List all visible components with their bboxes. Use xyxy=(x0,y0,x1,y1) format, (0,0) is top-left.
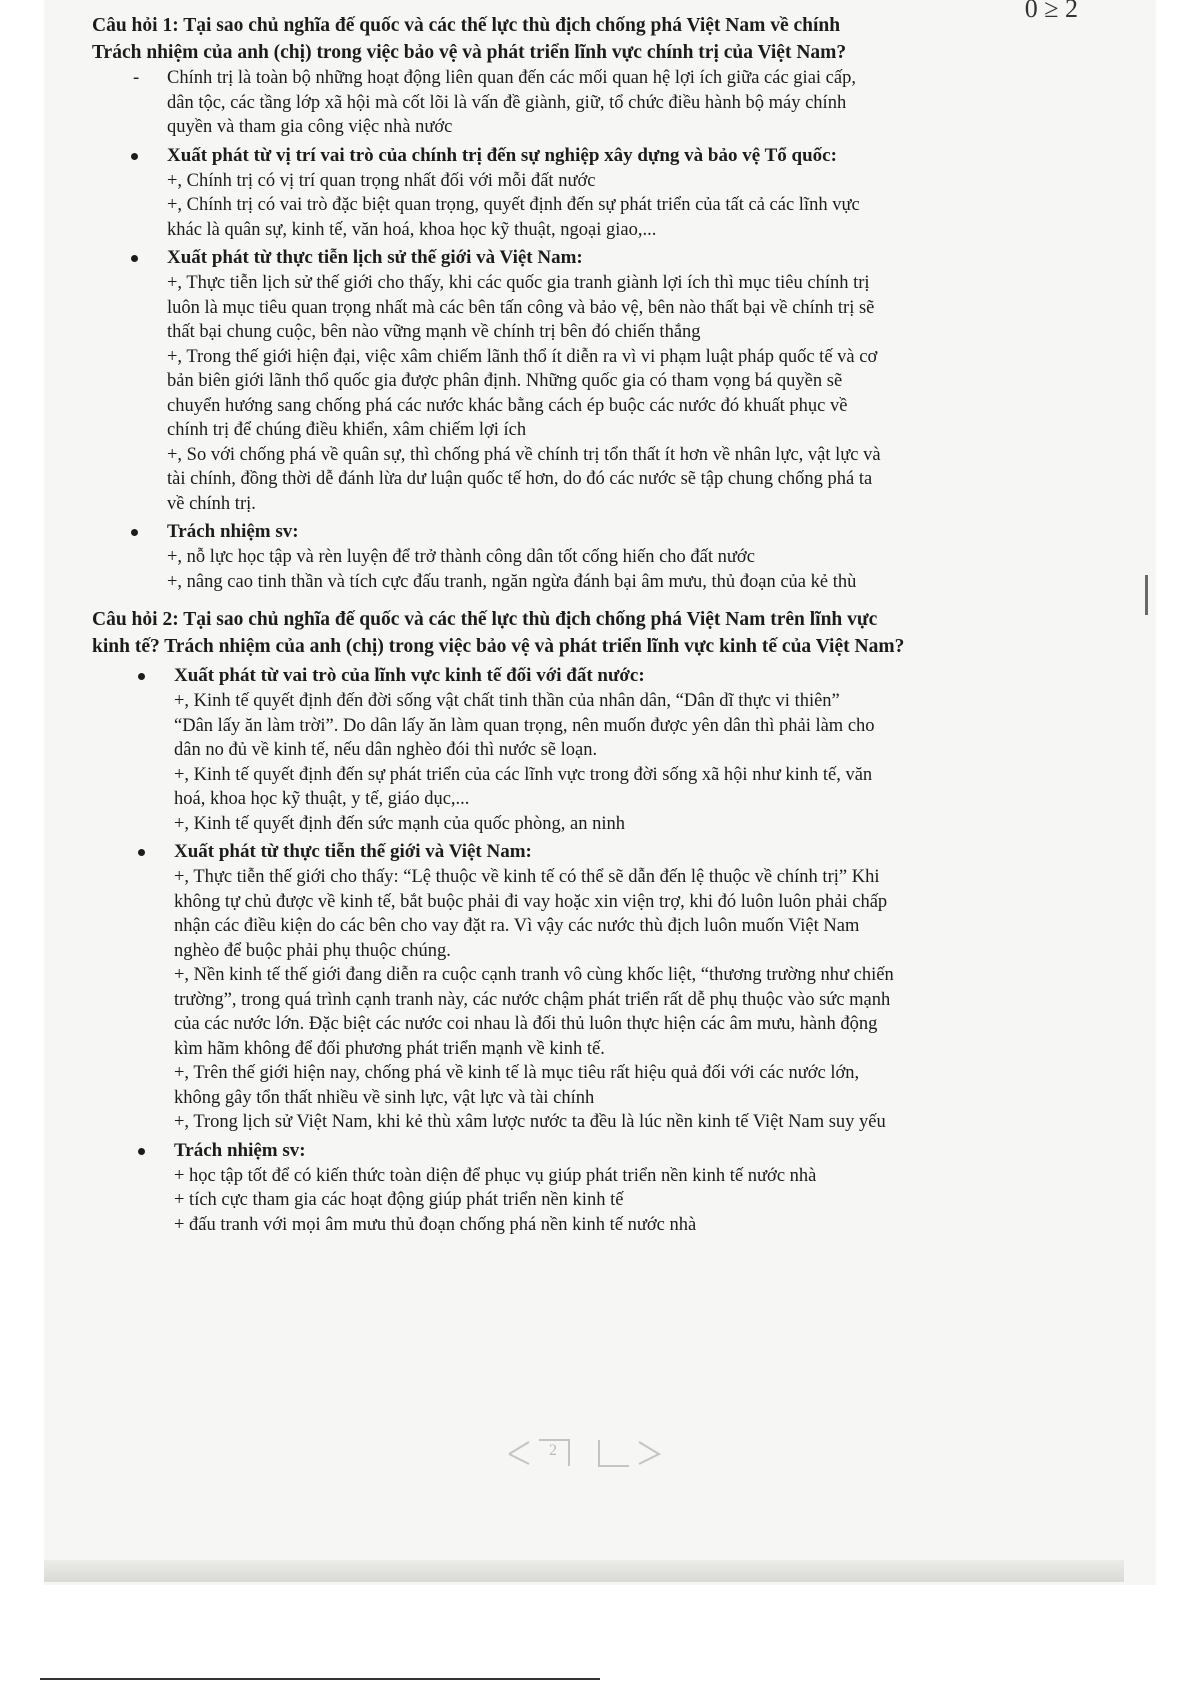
body-line: tài chính, đồng thời dễ đánh lừa dư luận quốc tế hơn, do đó các nước sẽ tập chung chống phá ta xyxy=(167,469,873,489)
body-line: +, Trong lịch sử Việt Nam, khi kẻ thù xâm lược nước ta đều là lúc nền kinh tế Việt Nam suy yếu xyxy=(174,1112,886,1132)
body-line: +, nỗ lực học tập và rèn luyện để trở thành công dân tốt cống hiến cho đất nước xyxy=(167,547,755,567)
body-line: bản biên giới lãnh thổ quốc gia được phân định. Những quốc gia có tham vọng bá quyền sẽ xyxy=(167,371,843,391)
body-line: chính trị để chúng điều khiển, xâm chiếm lợi ích xyxy=(167,420,527,440)
q1-bullet-role-heading xyxy=(167,142,1112,169)
scan-edge-mark xyxy=(1145,575,1148,615)
question-2-title xyxy=(92,606,1112,660)
q1-bullet-responsibility-heading xyxy=(167,518,1112,545)
body-line: thất bại chung cuộc, bên nào vững mạnh về chính trị bên đó chiến thắng xyxy=(167,322,701,342)
question-2-title-line: Câu hỏi 2: Tại sao chủ nghĩa đế quốc và các thế lực thù địch chống phá Việt Nam trên lĩnh vực xyxy=(92,609,878,630)
body-line: +, nâng cao tinh thần và tích cực đấu tranh, ngăn ngừa đánh bại âm mưu, thủ đoạn của kẻ thù xyxy=(167,571,857,592)
question-1-title-line: Trách nhiệm của anh (chị) trong việc bảo vệ và phát triển lĩnh vực chính trị của Việt Nam? xyxy=(92,42,847,63)
bullet-heading-text: Trách nhiệm sv: xyxy=(174,1139,306,1161)
question-2-title-line: kinh tế? Trách nhiệm của anh (chị) trong việc bảo vệ và phát triển lĩnh vực kinh tế của Việt Nam? xyxy=(92,636,905,657)
q2-bullet-practice-heading xyxy=(174,838,1112,865)
body-line: khác là quân sự, kinh tế, văn hoá, khoa học kỹ thuật, ngoại giao,... xyxy=(167,219,657,240)
body-line: + tích cực tham gia các hoạt động giúp phát triển nền kinh tế xyxy=(174,1190,624,1210)
bullet-heading-text: Xuất phát từ thực tiễn thế giới và Việt Nam: xyxy=(174,841,532,862)
body-line: nghèo để buộc phải phụ thuộc chúng. xyxy=(174,940,451,961)
bullet-dot-icon xyxy=(138,673,145,680)
question-1-title-line: Câu hỏi 1: Tại sao chủ nghĩa đế quốc và các thế lực thù địch chống phá Việt Nam về chính xyxy=(92,15,841,36)
body-line: +, Chính trị có vị trí quan trọng nhất đối với mỗi đất nước xyxy=(167,170,596,191)
body-line: +, Trong thế giới hiện đại, việc xâm chiếm lãnh thổ ít diễn ra vì vi phạm luật pháp quốc tế và cơ xyxy=(167,346,878,367)
document-content xyxy=(92,12,1112,1237)
body-line: của các nước lớn. Đặc biệt các nước coi nhau là đối thủ luôn thực hiện các âm mưu, hành động xyxy=(174,1014,878,1034)
body-line: chuyển hướng sang chống phá các nước khác bằng cách ép buộc các nước đó khuất phục về xyxy=(167,395,848,416)
q1-bullet-responsibility-body xyxy=(167,545,1112,594)
body-line: +, Chính trị có vai trò đặc biệt quan trọng, quyết định đến sự phát triển của tất cả các lĩnh vực xyxy=(167,195,860,215)
bullet-dot-icon xyxy=(131,255,138,262)
body-line: + đấu tranh với mọi âm mưu thủ đoạn chống phá nền kinh tế nước nhà xyxy=(174,1214,697,1235)
body-line: không gây tổn thất nhiều về sinh lực, vật lực và tài chính xyxy=(174,1087,595,1108)
body-line: +, Nền kinh tế thế giới đang diễn ra cuộc cạnh tranh vô cùng khốc liệt, “thương trường như chiến xyxy=(174,965,894,985)
politics-definition xyxy=(133,66,1112,140)
q1-bullet-history-heading xyxy=(167,244,1112,271)
body-line: +, Kinh tế quyết định đến sức mạnh của quốc phòng, an ninh xyxy=(174,813,626,834)
bullet-dot-icon xyxy=(131,153,138,160)
q2-bullet-responsibility-heading xyxy=(174,1137,1112,1164)
q1-bullet-history-body xyxy=(167,271,1112,516)
body-line: luôn là mục tiêu quan trọng nhất mà các bên tấn công và bảo vệ, bên nào thất bại về chính trị sẽ xyxy=(167,297,875,318)
q2-bullet-responsibility-body xyxy=(174,1164,1112,1238)
bullet-heading-text: Xuất phát từ vai trò của lĩnh vực kinh tế đối với đất nước: xyxy=(174,665,645,686)
q2-bullet-role-body xyxy=(174,689,1112,836)
body-line: về chính trị. xyxy=(167,493,256,514)
dash-marker: - xyxy=(133,68,140,88)
bullet-dot-icon xyxy=(138,849,145,856)
question-1-title xyxy=(92,12,1112,66)
scan-shadow xyxy=(44,1560,1124,1582)
bullet-dot-icon xyxy=(138,1148,145,1155)
body-line: kìm hãm không để đối phương phát triển mạnh về kinh tế. xyxy=(174,1038,605,1059)
q2-bullet-role-heading xyxy=(174,662,1112,689)
definition-line: quyền và tham gia công việc nhà nước xyxy=(167,117,453,137)
body-line: không tự chủ được về kinh tế, bắt buộc phải đi vay hoặc xin viện trợ, khi đó luôn luôn phải chấp xyxy=(174,891,888,912)
corner-handwritten-mark: 0 ≥ 2 xyxy=(1024,0,1078,23)
bottom-rule xyxy=(40,1678,600,1680)
q2-bullet-practice-body xyxy=(174,865,1112,1135)
body-line: +, Kinh tế quyết định đến sự phát triển của các lĩnh vực trong đời sống xã hội như kinh tế, văn xyxy=(174,764,873,785)
bullet-heading-text: Xuất phát từ vị trí vai trò của chính trị đến sự nghiệp xây dựng và bảo vệ Tổ quốc: xyxy=(167,144,837,166)
bullet-dot-icon xyxy=(131,529,138,536)
body-line: + học tập tốt để có kiến thức toàn diện để phục vụ giúp phát triển nền kinh tế nước nhà xyxy=(174,1165,817,1186)
page-number: 2 xyxy=(549,1442,557,1459)
footer-ornament-icon xyxy=(499,1432,669,1472)
q1-bullet-role-body xyxy=(167,169,1112,243)
body-line: +, So với chống phá về quân sự, thì chống phá về chính trị tổn thất ít hơn về nhân lực, vật lực và xyxy=(167,444,881,465)
body-line: +, Thực tiễn lịch sử thế giới cho thấy, khi các quốc gia tranh giành lợi ích thì mục tiêu chính trị xyxy=(167,273,870,293)
body-line: +, Kinh tế quyết định đến đời sống vật chất tinh thần của nhân dân, “Dân dĩ thực vi thiên” xyxy=(174,691,840,711)
definition-line: Chính trị là toàn bộ những hoạt động liên quan đến các mối quan hệ lợi ích giữa các giai cấp, xyxy=(167,68,856,88)
body-line: nhận các điều kiện do các bên cho vay đặt ra. Vì vậy các nước thù địch luôn muốn Việt Nam xyxy=(174,916,860,936)
body-line: hoá, khoa học kỹ thuật, y tế, giáo dục,... xyxy=(174,789,470,809)
body-line: “Dân lấy ăn làm trời”. Do dân lấy ăn làm quan trọng, nên muốn được yên dân thì phải làm cho xyxy=(174,715,875,736)
body-line: dân no đủ về kinh tế, nếu dân nghèo đói thì nước sẽ loạn. xyxy=(174,740,598,760)
page-number-footer xyxy=(499,1432,669,1472)
body-line: +, Thực tiễn thế giới cho thấy: “Lệ thuộc về kinh tế có thể sẽ dẫn đến lệ thuộc về chính trị” Khi xyxy=(174,867,880,887)
scanned-page xyxy=(44,0,1156,1585)
definition-line: dân tộc, các tầng lớp xã hội mà cốt lõi là vấn đề giành, giữ, tổ chức điều hành bộ máy chính xyxy=(167,92,847,113)
bullet-heading-text: Trách nhiệm sv: xyxy=(167,521,299,542)
body-line: +, Trên thế giới hiện nay, chống phá về kinh tế là mục tiêu rất hiệu quả đối với các nước lớn, xyxy=(174,1063,860,1083)
body-line: trường”, trong quá trình cạnh tranh này, các nước chậm phát triển rất dễ phụ thuộc vào sức mạnh xyxy=(174,989,891,1010)
bullet-heading-text: Xuất phát từ thực tiễn lịch sử thế giới và Việt Nam: xyxy=(167,247,583,268)
